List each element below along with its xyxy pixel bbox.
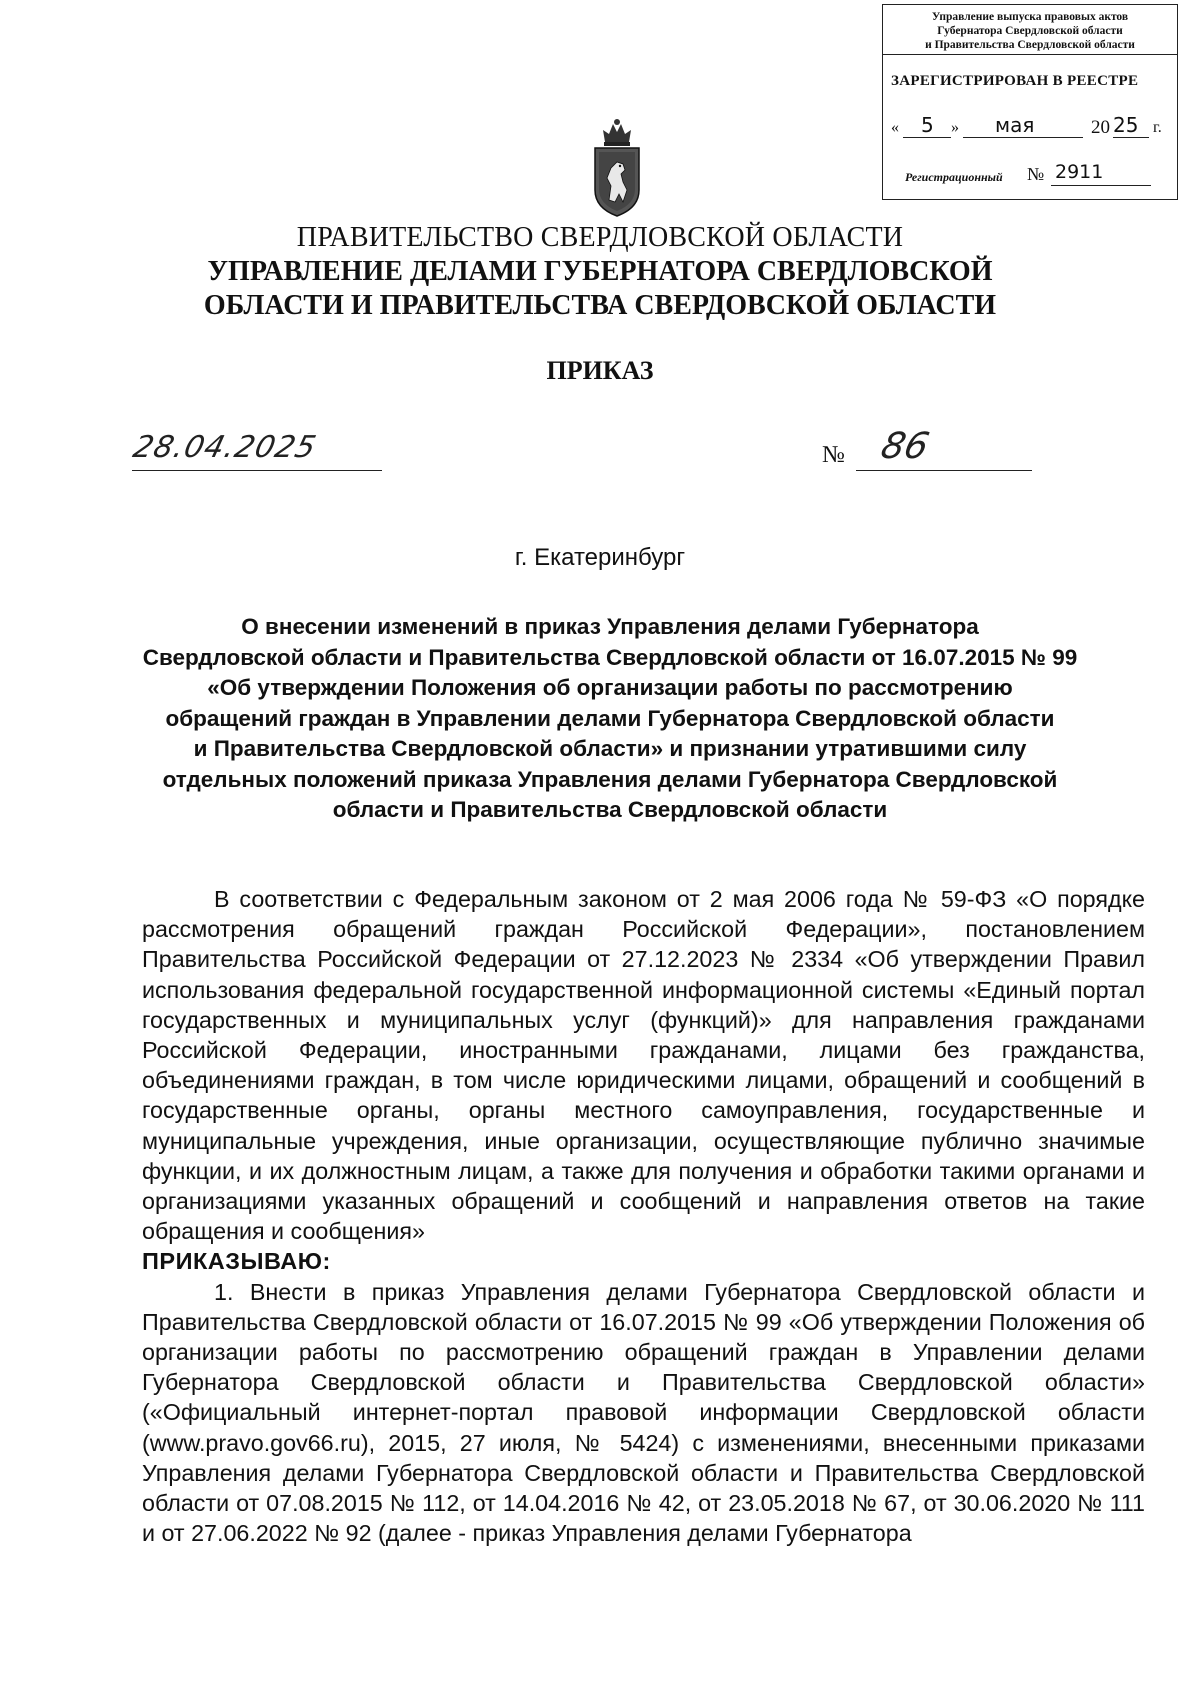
department-name-line: ОБЛАСТИ И ПРАВИТЕЛЬСТВА СВЕРДОВСКОЙ ОБЛАСТИ xyxy=(203,290,997,321)
stamp-day: 5 xyxy=(921,113,934,137)
stamp-quote-open: « xyxy=(891,119,899,136)
stamp-day-line xyxy=(903,137,951,138)
stamp-month-line xyxy=(963,137,1083,138)
title-line: и Правительства Свердловской области» и признании утратившими силу xyxy=(193,736,1027,761)
order-date-value: 28.04.2025 xyxy=(129,430,321,465)
stamp-issuer xyxy=(883,5,1177,55)
document-title xyxy=(130,612,1090,826)
order-date xyxy=(129,430,382,474)
title-line: обращений граждан в Управлении делами Губернатора Свердловской области xyxy=(165,705,1055,731)
decree-heading: ПРИКАЗЫВАЮ: xyxy=(142,1248,331,1275)
item-1-paragraph: 1. Внести в приказ Управления делами Губернатора Свердловской области и Правительства Свердловской области от 16.07.2015 № 99 «Об утверждении Положения об организации работы по рассмотрению обращений граждан в Управлении делами Губернатора Свердловской области и Правительства Свердловской области» («Официальный интернет-портал правовой информации Свердловской области (www.pravo.gov66.ru), 2015, 27 июля, № 5424) с изменениями, внесенными приказами Управления делами Губернатора Свердловской области и Правительства Свердловской области от 07.08.2015 № 112, от 14.04.2016 № 42, от 23.05.2018 № 67, от 30.06.2020 № 111 и от 27.06.2022 № 92 (далее - приказ Управления делами Губернатора xyxy=(142,1278,1145,1547)
stamp-date xyxy=(891,115,1171,141)
stamp-number-value: 2911 xyxy=(1055,161,1104,183)
stamp-registered-title: ЗАРЕГИСТРИРОВАН В РЕЕСТРЕ xyxy=(891,73,1139,89)
stamp-reg-label: Регистрационный xyxy=(905,170,1003,184)
stamp-issuer-line: и Правительства Свердловской области xyxy=(925,39,1135,51)
stamp-registration-number xyxy=(905,163,1165,187)
stamp-issuer-line: Управление выпуска правовых актов xyxy=(931,11,1129,23)
stamp-issuer-line: Губернатора Свердловской области xyxy=(937,25,1123,37)
order-date-line xyxy=(132,470,382,471)
order-number-line xyxy=(856,470,1032,471)
stamp-number-sign: № xyxy=(1027,164,1045,184)
order-number xyxy=(822,428,1032,474)
document-type: ПРИКАЗ xyxy=(546,356,654,385)
city: г. Екатеринбург xyxy=(514,544,686,571)
stamp-year-unit: г. xyxy=(1153,119,1162,136)
stamp-year-prefix: 20 xyxy=(1091,117,1110,138)
stamp-month: мая xyxy=(995,113,1035,137)
government-name: ПРАВИТЕЛЬСТВО СВЕРДЛОВСКОЙ ОБЛАСТИ xyxy=(296,222,904,253)
coat-of-arms-icon xyxy=(589,118,645,218)
order-number-value: 86 xyxy=(876,426,933,467)
preamble-paragraph: В соответствии с Федеральным законом от 2 мая 2006 года № 59-ФЗ «О порядке рассмотрения обращений граждан Российской Федерации», постановлением Правительства Российской Федерации от 27.12.2023 № 2334 «Об утверждении Правил использования федеральной государственной информационной системы «Единый портал государственных и муниципальных услуг (функций)» для направления гражданами Российской Федерации, иностранными гражданами, лицами без гражданства, объединениями граждан, в том числе юридическими лицами, обращений и сообщений в государственные органы, органы местного самоуправления, государственные и муниципальные учреждения, иные организации, осуществляющие публично значимые функции, и их должностным лицам, а также для получения и обработки такими органами и организациями указанных обращений и сообщений и направления ответов на такие обращения и сообщения» xyxy=(142,886,1145,1245)
stamp-quote-close: » xyxy=(951,119,959,136)
order-number-sign: № xyxy=(822,442,845,468)
department-name-line: УПРАВЛЕНИЕ ДЕЛАМИ ГУБЕРНАТОРА СВЕРДЛОВСКОЙ xyxy=(207,256,993,287)
department-name xyxy=(0,255,1200,323)
title-line: отдельных положений приказа Управления делами Губернатора Свердловской xyxy=(162,766,1058,792)
stamp-year-suffix: 25 xyxy=(1113,113,1139,137)
document-body xyxy=(142,884,1145,1548)
registration-stamp xyxy=(882,4,1178,200)
stamp-number-line xyxy=(1051,185,1151,186)
stamp-year-line xyxy=(1113,137,1149,138)
title-line: области и Правительства Свердловской области xyxy=(332,797,888,822)
title-line: О внесении изменений в приказ Управления делами Губернатора xyxy=(241,614,979,639)
title-line: Свердловской области и Правительства Свердловской области от 16.07.2015 № 99 xyxy=(142,644,1078,670)
title-line: «Об утверждении Положения об организации работы по рассмотрению xyxy=(207,675,1013,700)
